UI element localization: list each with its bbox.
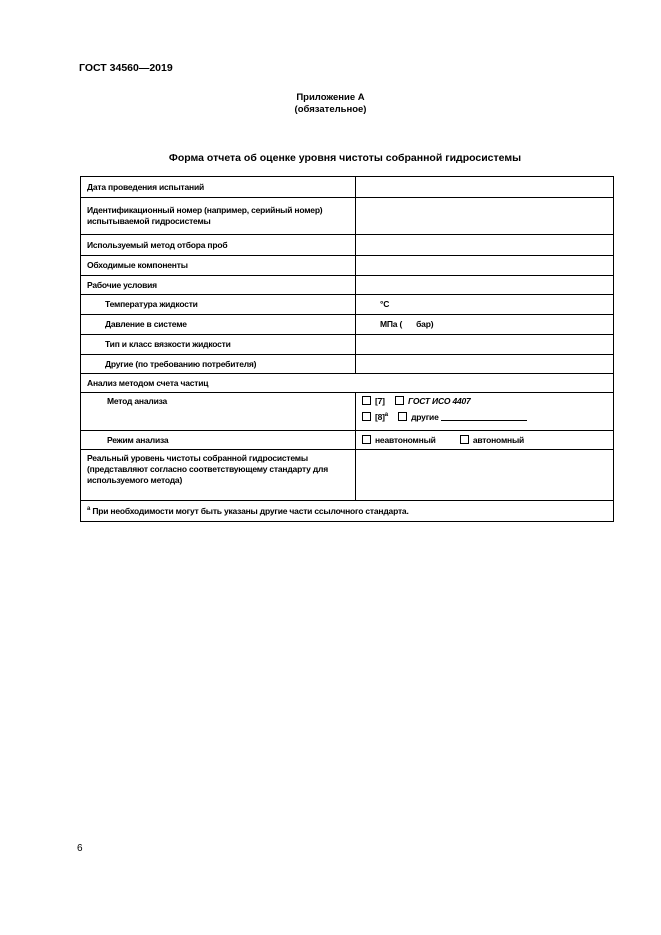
system-id-label: Идентификационный номер (например, серийный номер) испытываемой гидросистемы (81, 198, 356, 235)
footnote-text: При необходимости могут быть указаны другие части ссылочного стандарта. (92, 505, 409, 516)
fluid-temp-label: Температура жидкости (81, 295, 356, 315)
checkbox-other[interactable] (398, 412, 407, 421)
other-conditions-field[interactable] (356, 355, 614, 374)
fluid-temp-field[interactable] (356, 295, 614, 315)
mode-autonomous-label: автономный (472, 434, 525, 445)
other-conditions-label: Другие (по требованию потребителя) (81, 355, 356, 374)
fluid-type-label: Тип и класс вязкости жидкости (81, 335, 356, 355)
operating-conditions-field (356, 276, 614, 295)
pressure-unit-bar: бар) (416, 319, 434, 329)
operating-conditions-label: Рабочие условия (81, 276, 356, 295)
mode-nonautonomous-label: неавтономный (375, 434, 436, 445)
table-row (81, 256, 614, 276)
table-row (81, 501, 614, 522)
bypass-components-field[interactable] (356, 256, 614, 276)
footnote-mark: а (87, 505, 91, 512)
table-row (81, 198, 614, 235)
analysis-method-label: Метод анализа (81, 393, 356, 431)
sampling-method-field[interactable] (356, 235, 614, 256)
option-8-label: [8] (375, 412, 385, 422)
sampling-method-label: Используемый метод отбора проб (81, 235, 356, 256)
system-pressure-label: Давление в системе (81, 315, 356, 335)
checkbox-8[interactable] (362, 412, 371, 421)
document-code: ГОСТ 34560—2019 (79, 62, 173, 74)
table-row (81, 276, 614, 295)
checkbox-gost-iso-4407[interactable] (395, 396, 404, 405)
analysis-header: Анализ методом счета частиц (81, 374, 614, 393)
table-row (81, 295, 614, 315)
analysis-method-options (356, 393, 614, 431)
table-row (81, 235, 614, 256)
form-title: Форма отчета об оценке уровня чистоты собранной гидросистемы (168, 152, 522, 164)
pressure-unit-mpa: МПа ( (380, 319, 403, 329)
system-pressure-field[interactable] (356, 315, 614, 335)
test-date-label: Дата проведения испытаний (81, 177, 356, 198)
other-method-blank[interactable] (441, 412, 527, 421)
checkbox-7[interactable] (362, 396, 371, 405)
table-row (81, 374, 614, 393)
footnote (81, 501, 614, 522)
option-other-label: другие (411, 412, 439, 422)
analysis-mode-label: Режим анализа (81, 431, 356, 450)
checkbox-nonautonomous[interactable] (362, 435, 371, 444)
test-date-field[interactable] (356, 177, 614, 198)
appendix-title: Приложение А (296, 92, 365, 103)
table-row (81, 177, 614, 198)
report-form-table (80, 176, 614, 522)
fluid-temp-unit: °С (380, 299, 390, 309)
page-number: 6 (77, 843, 83, 854)
fluid-type-field[interactable] (356, 335, 614, 355)
option-8-footnote-mark: a (384, 412, 388, 419)
table-row (81, 431, 614, 450)
actual-level-label: Реальный уровень чистоты собранной гидросистемы (представляют согласно соответствующему стандарту для используемого метода) (81, 450, 356, 501)
bypass-components-label: Обходимые компоненты (81, 256, 356, 276)
table-row (81, 335, 614, 355)
analysis-mode-options (356, 431, 614, 450)
system-id-field[interactable] (356, 198, 614, 235)
appendix-note: (обязательное) (294, 104, 367, 115)
table-row (81, 393, 614, 431)
option-7-label: [7] (375, 396, 385, 406)
table-row (81, 315, 614, 335)
table-row (81, 355, 614, 374)
checkbox-autonomous[interactable] (460, 435, 469, 444)
table-row (81, 450, 614, 501)
actual-level-field[interactable] (356, 450, 614, 501)
option-gost-label: ГОСТ ИСО 4407 (407, 396, 471, 406)
